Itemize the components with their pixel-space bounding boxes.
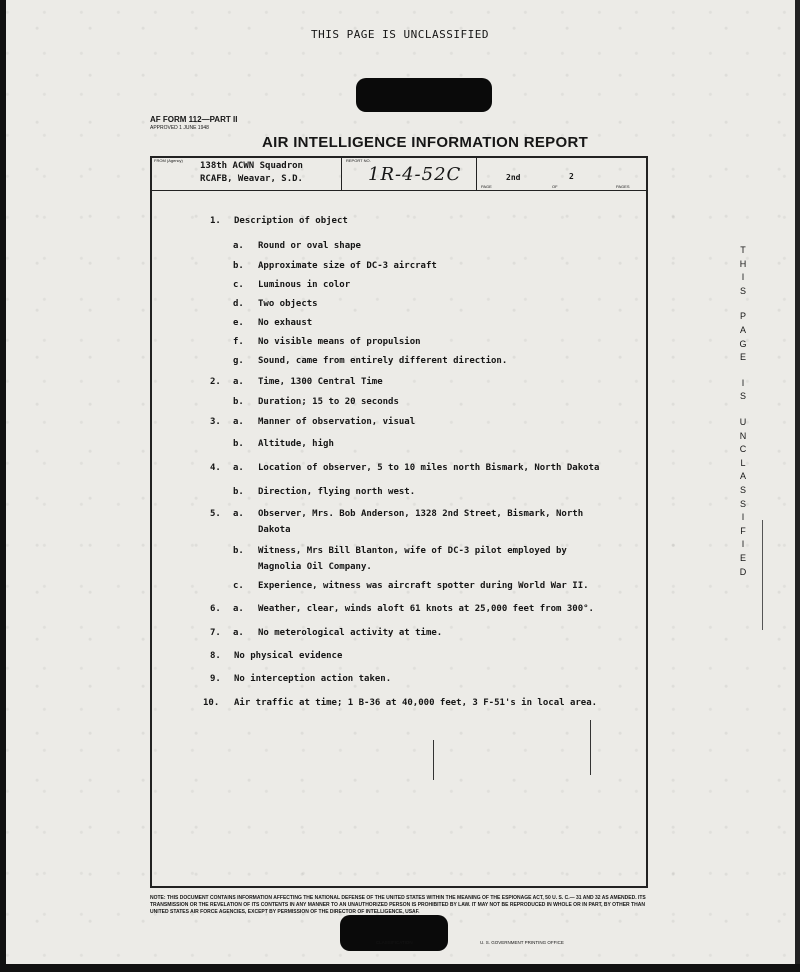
item-number: 7. [210,628,221,638]
scan-scratch [590,720,591,775]
item-subletter: c. [233,581,244,591]
from-agency [200,160,303,186]
side-stamp-letter: F [740,525,746,536]
scan-scratch [433,740,434,780]
item-number: 5. [210,509,221,519]
pages-label: PAGES [616,184,630,189]
form-number: AF FORM 112—PART II [150,115,238,124]
item-text: Two objects [258,299,318,309]
item-number: 2. [210,377,221,387]
scan-edge-right [795,0,800,972]
form-approved-date: APPROVED 1 JUNE 1948 [150,125,209,131]
report-number: 1R-4-52C [368,164,462,185]
item-subletter: b. [233,439,244,449]
scan-scratch [762,520,763,630]
item-subletter: b. [233,487,244,497]
page-number: 2nd [506,173,521,182]
item-subletter: a. [233,604,244,614]
item-text: Dakota [258,525,291,535]
item-text: Luminous in color [258,280,351,290]
item-text: Time, 1300 Central Time [258,377,383,387]
side-stamp-letter: E [739,352,746,363]
item-text: Sound, came from entirely different direction. [258,356,508,366]
item-text: Location of observer, 5 to 10 miles north Bismark, North Dakota [258,463,600,473]
item-subletter: g. [233,356,244,366]
espionage-act-notice: NOTE: THIS DOCUMENT CONTAINS INFORMATION AFFECTING THE NATIONAL DEFENSE OF THE UNITED STATES WITHIN THE MEANING OF THE ESPIONAGE ACT, 50 U. S. C.— 31 AND 32 AS AMENDED. ITS TRANSMISSION OR THE REVELATION OF ITS CONTENTS IN ANY MANNER TO AN UNAUTHORIZED PERSON IS PROHIBITED BY LAW. IT MAY NOT BE REPRODUCED IN WHOLE OR IN PART, BY OTHER THAN UNITED STATES AIR FORCE AGENCIES, EXCEPT BY PERMISSION OF THE DIRECTOR OF INTELLIGENCE, USAF. [150,895,646,915]
classification-label: CLASSIFICATION [376,940,413,945]
side-stamp-letter: A [739,471,746,482]
page-total: 2 [569,172,574,181]
side-stamp-letter: I [741,377,745,388]
item-subletter: a. [233,463,244,473]
side-stamp-letter: I [741,272,745,283]
item-text: No interception action taken. [234,674,392,684]
item-text: Altitude, high [258,439,334,449]
side-stamp-letter: T [740,245,746,255]
item-number: 9. [210,674,221,684]
item-text: Witness, Mrs Bill Blanton, wife of DC-3 pilot employed by [258,546,567,556]
item-number: 6. [210,604,221,614]
item-subletter: a. [233,377,244,387]
report-no-label: REPORT NO. [346,158,371,163]
side-stamp-letter: L [740,457,746,468]
side-stamp-letter: D [739,566,747,577]
redaction-top [356,78,492,112]
from-label: FROM (Agency) [154,158,183,163]
page-label: PAGE [481,184,492,189]
item-subletter: e. [233,318,244,328]
item-text: Observer, Mrs. Bob Anderson, 1328 2nd Street, Bismark, North [258,509,584,519]
side-stamp-letter: A [739,325,746,335]
side-stamp-letter: S [739,391,746,402]
header-column-divider [341,156,342,190]
item-text: Direction, flying north west. [258,487,416,497]
item-text: No visible means of propulsion [258,337,421,347]
item-subletter: a. [233,241,244,251]
item-subletter: b. [233,546,244,556]
item-text: Description of object [234,216,348,226]
side-stamp-letter: N [739,430,747,441]
side-stamp-letter: E [739,553,746,563]
header-divider [150,190,648,191]
of-label: OF [552,184,558,189]
item-subletter: b. [233,261,244,271]
item-subletter: c. [233,280,244,290]
item-number: 8. [210,651,221,661]
item-text: Manner of observation, visual [258,417,416,427]
from-agency-line: 138th ACWN Squadron [200,161,303,171]
side-stamp-letter: I [741,539,745,550]
item-subletter: a. [233,628,244,638]
side-stamp-letter: U [739,417,747,427]
side-stamp-letter: H [739,258,747,269]
side-stamp-letter: P [739,311,746,322]
side-stamp-letter: C [739,444,747,455]
item-subletter: f. [233,337,244,347]
side-stamp-letter: I [741,512,745,523]
item-text: Weather, clear, winds aloft 61 knots at 25,000 feet from 300°. [258,604,594,614]
printing-office-label: U. S. GOVERNMENT PRINTING OFFICE [480,940,564,945]
item-text: No meterological activity at time. [258,628,443,638]
from-agency-line: RCAFB, Weavar, S.D. [200,174,303,184]
side-stamp-letter: G [739,338,747,349]
item-subletter: b. [233,397,244,407]
item-text: Round or oval shape [258,241,361,251]
classification-banner: THIS PAGE IS UNCLASSIFIED [310,28,490,41]
item-number: 1. [210,216,221,226]
side-stamp-letter: S [739,485,746,495]
item-number: 10. [203,698,220,708]
report-title: AIR INTELLIGENCE INFORMATION REPORT [262,134,589,151]
item-subletter: d. [233,299,244,309]
side-stamp-letter: S [739,285,746,296]
header-column-divider [476,156,477,190]
item-text: Experience, witness was aircraft spotter during World War II. [258,581,589,591]
item-text: Air traffic at time; 1 B-36 at 40,000 feet, 3 F-51's in local area. [234,698,598,708]
item-number: 3. [210,417,221,427]
item-subletter: a. [233,417,244,427]
item-text: Approximate size of DC-3 aircraft [258,261,437,271]
item-text: Duration; 15 to 20 seconds [258,397,399,407]
item-number: 4. [210,463,221,473]
redaction-bottom [340,915,448,951]
item-text: No physical evidence [234,651,343,661]
scan-edge-bottom [0,964,800,972]
item-text: Magnolia Oil Company. [258,562,372,572]
scan-edge-left [0,0,6,972]
side-stamp-letter: S [739,498,746,509]
item-subletter: a. [233,509,244,519]
item-text: No exhaust [258,318,313,328]
